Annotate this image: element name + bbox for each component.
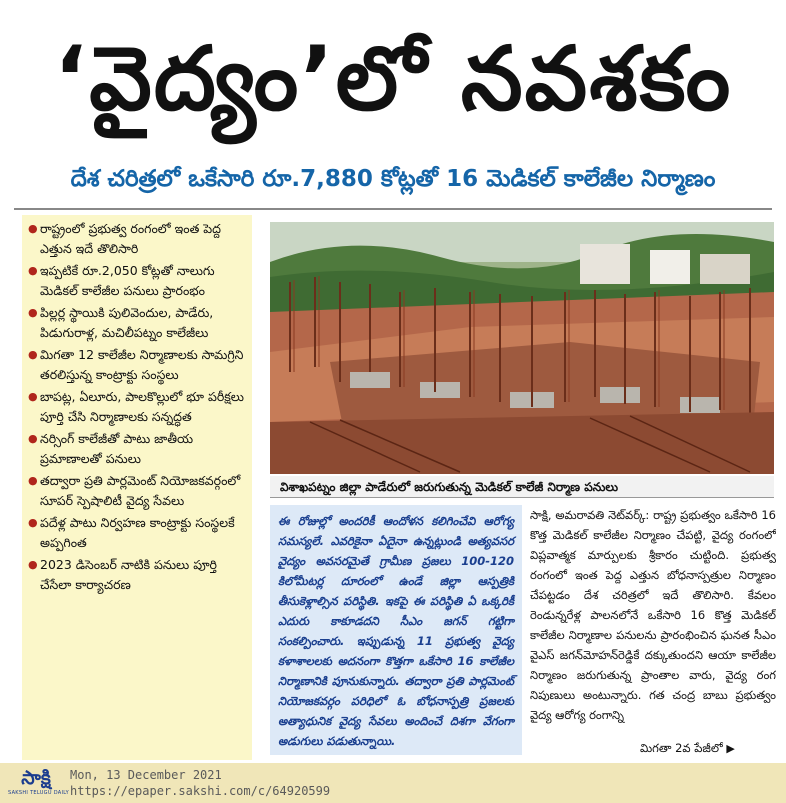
continued-text: మిగతా 2వ పేజీలో [640,741,723,755]
highlight-text: మిగతా 12 కాలేజీల నిర్మాణాలకు సామగ్రిని తరలిస్తున్న కాంట్రాక్టు సంస్థలు [40,347,244,382]
bullet-dot-icon: ● [28,264,38,277]
highlight-text: రాష్ట్రంలో ప్రభుత్వ రంగంలో ఇంత పెద్ద ఎత్తున ఇదే తొలిసారి [40,221,221,256]
construction-photo [270,222,774,474]
highlight-item [28,345,246,385]
intro-box: ఈ రోజుల్లో అందరికీ ఆందోళన కలిగించేవి ఆరోగ్య సమస్యలే. ఎవరికైనా ఏదైనా ఉన్నట్లుండి అత్యవసర వైద్యం అవసరమైతే గ్రామీణ ప్రజలు 100-120 కిలోమీటర్ల దూరంలో ఉండే జిల్లా ఆస్పత్రికి తీసుకెళ్లాల్సిన పరిస్థితి. ఇకపై ఈ పరిస్థితి ఏ ఒక్కరికీ ఎదురు కాకూడదని సీఎం జగన్‌ గట్టిగా సంకల్పించారు. ఇప్పుడున్న 11 ప్రభుత్వ వైద్య కళాశాలలకు అదనంగా కొత్తగా ఒకేసారి 16 కాలేజీల నిర్మాణానికి పూనుకున్నారు. తద్వారా ప్రతి పార్లమెంట్‌ నియోజకవర్గం పరిధిలో ఓ బోధనాస్పత్రి ప్రజలకు అత్యాధునిక వైద్య సేవలు అందించే దిశగా వేగంగా అడుగులు పడుతున్నాయి. [270,505,522,755]
highlight-text: పిల్లర్ల స్థాయికి పులివెందుల, పాడేరు, పిడుగురాళ్ల, మచిలీపట్నం కాలేజీలు [40,305,214,340]
photo-caption: విశాఖపట్నం జిల్లా పాడేరులో జరుగుతున్న మెడికల్‌ కాలేజీ నిర్మాణ పనులు [270,476,774,498]
article-body: సాక్షి, అమరావతి నెట్‌వర్క్‌: రాష్ట్ర ప్రభుత్వం ఒకేసారి 16 కొత్త మెడికల్‌ కాలేజీల నిర్మాణం చేపట్టి, వైద్య రంగంలో విప్లవాత్మక మార్పులకు శ్రీకారం చుట్టింది. ప్రభుత్వ రంగంలో ఇంత పెద్ద ఎత్తున బోధనాస్పత్రుల నిర్మాణం చేపట్టడం దేశ చరిత్రలో ఇదే తొలిసారి. కేవలం రెండున్నరేళ్ల పాలనలోనే ఒకేసారి 16 కొత్త మెడికల్‌ కాలేజీల నిర్మాణాల పనులను ప్రారంభించిన ఘనత సీఎం వైఎస్‌ జగన్‌మోహన్‌రెడ్డికే దక్కుతుందని ఆయా కాలేజీల నిర్మాణం జరుగుతున్న ప్రాంతాల వారు, వైద్య రంగ నిపుణులు అంటున్నారు. గత చంద్ర బాబు ప్రభుత్వం వైద్య ఆరోగ్య రంగాన్ని [530,508,776,722]
epaper-link[interactable]: https://epaper.sakshi.com/c/64920599 [70,784,331,798]
epaper-footer [0,763,786,803]
highlight-text: ఇప్పటికే రూ.2,050 కోట్లతో నాలుగు మెడికల్‌ కాలేజీల పనులు ప్రారంభం [40,263,215,298]
bullet-dot-icon: ● [28,432,38,445]
sakshi-logo [8,766,70,800]
divider [14,208,772,210]
highlight-text: పదేళ్ల పాటు నిర్వహణ కాంట్రాక్టు సంస్థలకే అప్పగింత [40,515,235,550]
headline: ‘వైద్యం’లో నవశకం [53,27,733,130]
highlight-item [28,471,246,511]
bullet-dot-icon: ● [28,348,38,361]
subheadline: దేశ చరిత్రలో ఒకేసారి రూ.7,880 కోట్లతో 16 మెడికల్‌ కాలేజీల నిర్మాణం [70,166,716,192]
highlight-item [28,387,246,427]
bullet-dot-icon: ● [28,474,38,487]
bullet-dot-icon: ● [28,558,38,571]
triangle-right-icon: ▶ [726,742,735,755]
continued-note [640,738,776,758]
highlight-text: తద్వారా ప్రతి పార్లమెంట్‌ నియోజకవర్గంలో సూపర్‌ స్పెషాలిటీ వైద్య సేవలు [40,473,241,508]
logo-tagline: SAKSHI TELUGU DAILY [8,790,70,796]
bullet-dot-icon: ● [28,516,38,529]
bullet-dot-icon: ● [28,222,38,235]
logo-text: సాక్షి [21,767,51,789]
construction-site-image [270,222,774,474]
highlight-item [28,303,246,343]
highlight-text: నర్సింగ్‌ కాలేజీతో పాటు జాతీయ ప్రమాణాలతో పనులు [40,431,194,466]
highlight-text: 2023 డిసెంబర్‌ నాటికి పనులు పూర్తి చేసేలా కార్యాచరణ [40,557,217,592]
highlight-item [28,429,246,469]
highlights-box [22,215,252,760]
highlight-item [28,261,246,301]
highlight-item [28,513,246,553]
bullet-dot-icon: ● [28,390,38,403]
highlight-item [28,555,246,595]
edition-date: Mon, 13 December 2021 [70,768,222,782]
bullet-dot-icon: ● [28,306,38,319]
highlight-text: బాపట్ల, ఏలూరు, పాలకొల్లులో భూ పరీక్షలు పూర్తి చేసి నిర్మాణాలకు సన్నద్ధత [40,389,244,424]
highlight-item [28,219,246,259]
